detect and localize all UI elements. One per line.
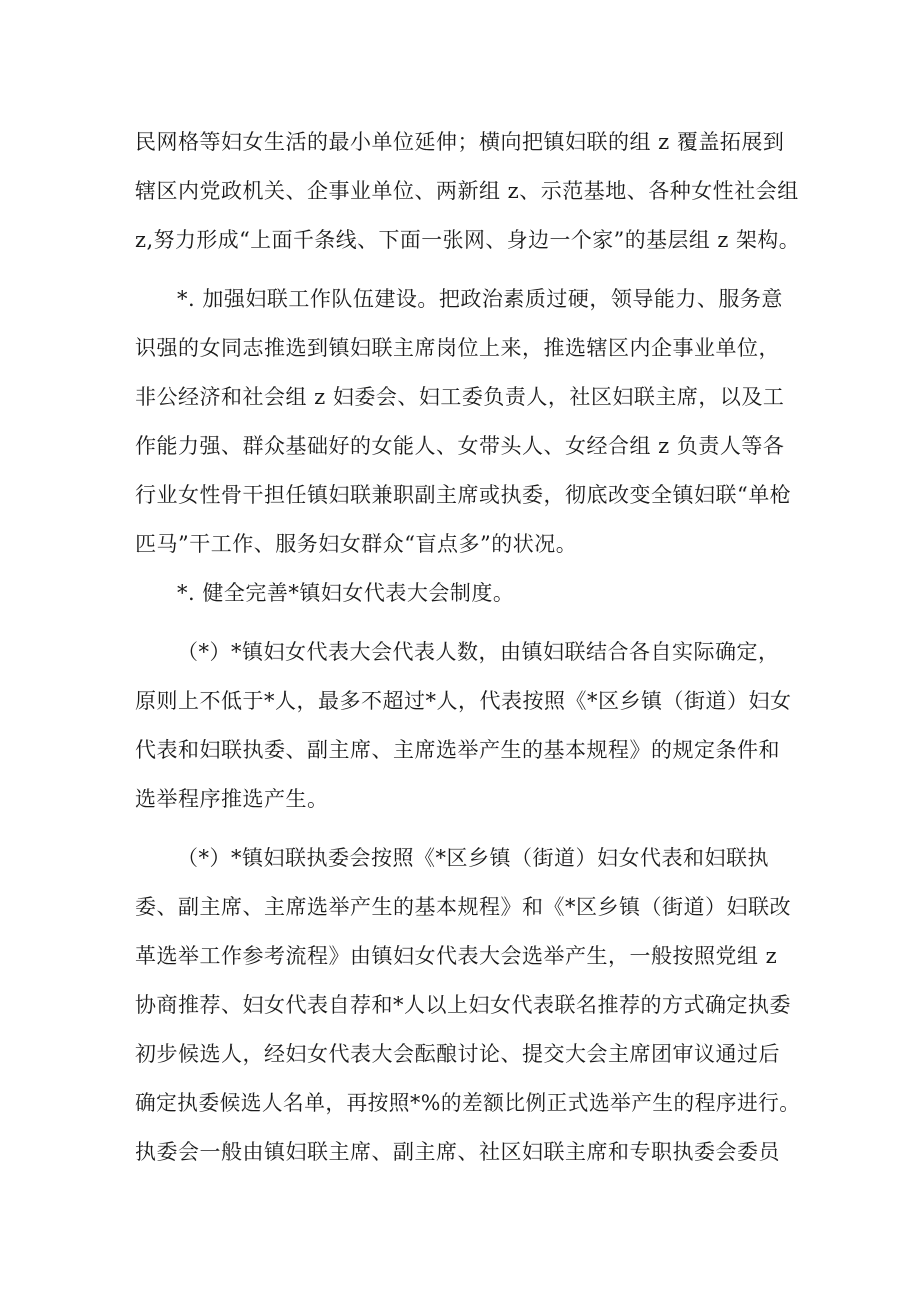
- text-line: 辖区内党政机关、企事业单位、两新组 z、示范基地、各种女性社会组: [135, 179, 799, 203]
- text-line: 行业女性骨干担任镇妇联兼职副主席或执委，彻底改变全镇妇联“单枪: [135, 483, 792, 507]
- text-line: z,努力形成“上面千条线、下面一张网、身边一个家”的基层组 z 架构。: [135, 228, 801, 252]
- text-line: 协商推荐、妇女代表自荐和*人以上妇女代表联名推荐的方式确定执委: [135, 993, 791, 1017]
- text-line: 执委会一般由镇妇联主席、副主席、社区妇联主席和专职执委会委员: [135, 1140, 780, 1164]
- text-line: *. 加强妇联工作队伍建设。把政治素质过硬，领导能力、服务意: [177, 287, 783, 311]
- text-line: （*）*镇妇女代表大会代表人数，由镇妇联结合各自实际确定，: [177, 640, 780, 664]
- text-line: 委、副主席、主席选举产生的基本规程》和《*区乡镇（街道）妇联改: [135, 895, 791, 919]
- text-line: 原则上不低于*人，最多不超过*人，代表按照《*区乡镇（街道）妇女: [135, 689, 792, 713]
- text-line: 革选举工作参考流程》由镇妇女代表大会选举产生，一般按照党组 z: [135, 944, 778, 968]
- text-line: 民网格等妇女生活的最小单位延伸；横向把镇妇联的组 z 覆盖拓展到: [135, 130, 785, 154]
- text-line: 初步候选人，经妇女代表大会酝酿讨论、提交大会主席团审议通过后: [135, 1042, 780, 1066]
- text-line: 代表和妇联执委、副主席、主席选举产生的基本规程》的规定条件和: [135, 738, 780, 762]
- text-line: 识强的女同志推选到镇妇联主席岗位上来，推选辖区内企事业单位，: [135, 336, 780, 360]
- text-line: 作能力强、群众基础好的女能人、女带头人、女经合组 z 负责人等各: [135, 434, 785, 458]
- text-line: （*）*镇妇联执委会按照《*区乡镇（街道）妇女代表和妇联执: [177, 846, 769, 870]
- text-line: *. 健全完善*镇妇女代表大会制度。: [177, 581, 515, 605]
- text-line: 非公经济和社会组 z 妇委会、妇工委负责人，社区妇联主席，以及工: [135, 385, 785, 409]
- text-line: 匹马”干工作、服务妇女群众“盲点多”的状况。: [135, 532, 578, 556]
- text-line: 选举程序推选产生。: [135, 787, 329, 811]
- text-line: 确定执委候选人名单，再按照*%的差额比例正式选举产生的程序进行。: [135, 1091, 801, 1115]
